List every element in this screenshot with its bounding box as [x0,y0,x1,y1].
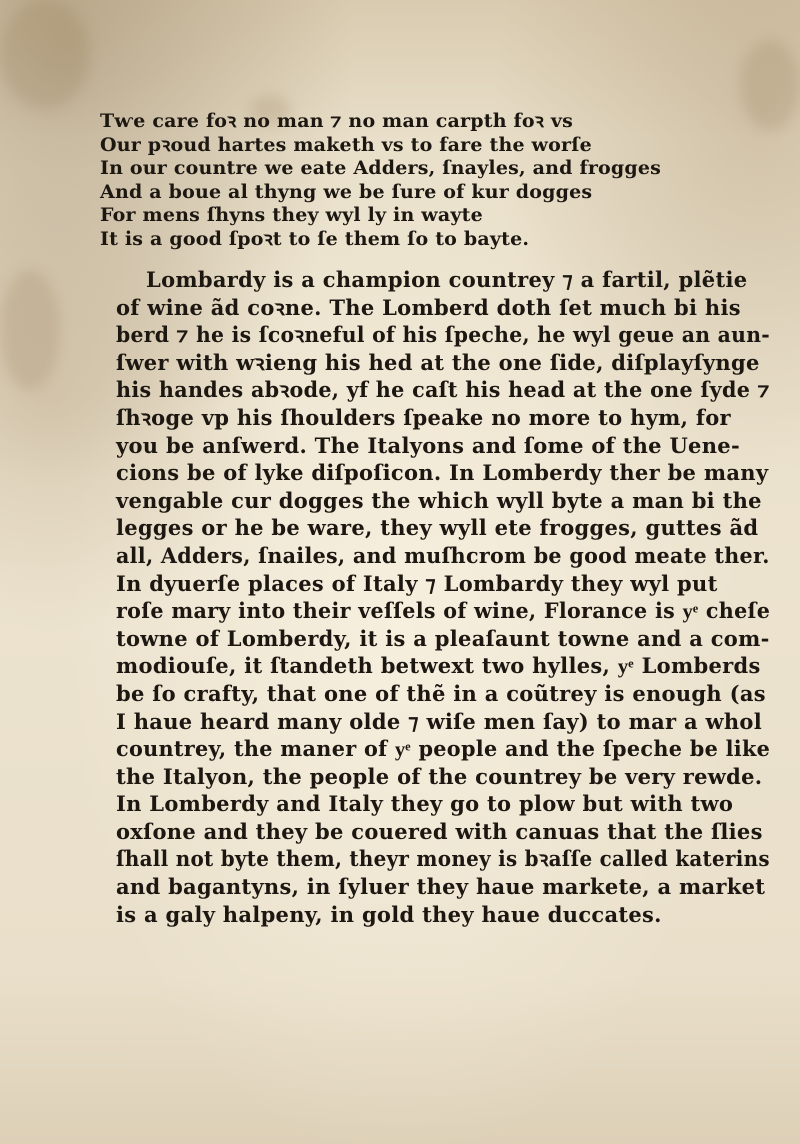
prose-line: towne of Lomberdy, it is a pleaſaunt towne and a com- [116,625,770,651]
prose-line: and bagantyns, in ſyluer they haue markete, a market [116,874,766,900]
prose-line: all, Adders, ſnailes, and muſhcrom be good meate ther. [116,542,770,568]
verse-line: Tⱳe care foꝛ no man ⁊ no man carpth foꝛ vs [100,110,573,132]
prose-line: In Lomberdy and Italy they go to plow but with two [116,791,734,817]
prose-line: the Italyon, the people of the countrey be very rewde. [116,763,763,789]
prose-line: of wine ãd coꝛne. The Lomberd doth ſet much bi his [116,294,741,320]
prose-line: roſe mary into their veſſels of wine, Florance is yͤ cheſe [116,598,771,624]
prose-line: Lombardy is a champion countrey ⁊ a fartil, plẽtie [146,267,748,292]
prose-line: countrey, the maner of yͤ people and the ſpeche be like [116,736,771,762]
prose-line: ſhꝛoge vp his ſhoulders ſpeake no more to hym, for [116,404,731,430]
paper-stain [0,270,60,390]
prose-line: In dyuerſe places of Italy ⁊ Lombardy they wyl put [116,570,718,596]
prose-line: berd ⁊ he is ſcoꝛneful of his ſpeche, he wyl geue an aun- [116,322,771,348]
prose-line: his handes abꝛode, yf he caſt his head at the one ſyde ⁊ [116,377,770,403]
prose-line: ſhall not byte them, theyr money is bꝛaſſe called katerins [116,846,770,872]
verse-line: It is a good ſpoꝛt to ſe them ſo to bayte. [100,227,530,250]
verse-line: Our pꝛoud hartes maketh vs to fare the worſe [100,133,592,156]
paper-stain [0,0,90,110]
verse-line: In our countre we eate Adders, ſnayles, and frogges [100,157,662,179]
prose-line: legges or he be ware, they wyll ete frogges, guttes ãd [116,515,759,541]
prose-line: I haue heard many olde ⁊ wiſe men ſay) to mar a whol [116,708,763,734]
prose-line: be ſo crafty, that one of thẽ in a coũtrey is enough (as [116,680,766,706]
verse-line: And a boue al thyng we be ſure of kur dogges [100,180,593,203]
prose-line: oxſone and they be couered with canuas that the ſlies [116,818,763,844]
prose-paragraph [116,266,771,928]
prose-line: you be anſwerd. The Italyons and ſome of the Uene- [116,432,740,458]
paper-stain [740,40,800,130]
prose-line: is a galy halpeny, in gold they haue duccates. [116,901,662,927]
prose-line: cions be of lyke diſpoſicon. In Lomberdy ther be many [116,460,769,486]
prose-line: vengable cur dogges the which wyll byte a man bi the [116,487,762,513]
prose-line: modiouſe, it ſtandeth betwext two hylles, yͤ Lomberds [116,653,761,679]
verse-line: For mens ſhyns they wyl ly in wayte [100,204,483,226]
verse-block [100,110,662,251]
prose-line: ſwer with wꝛieng his hed at the one ſide, diſplayſynge [116,349,760,375]
